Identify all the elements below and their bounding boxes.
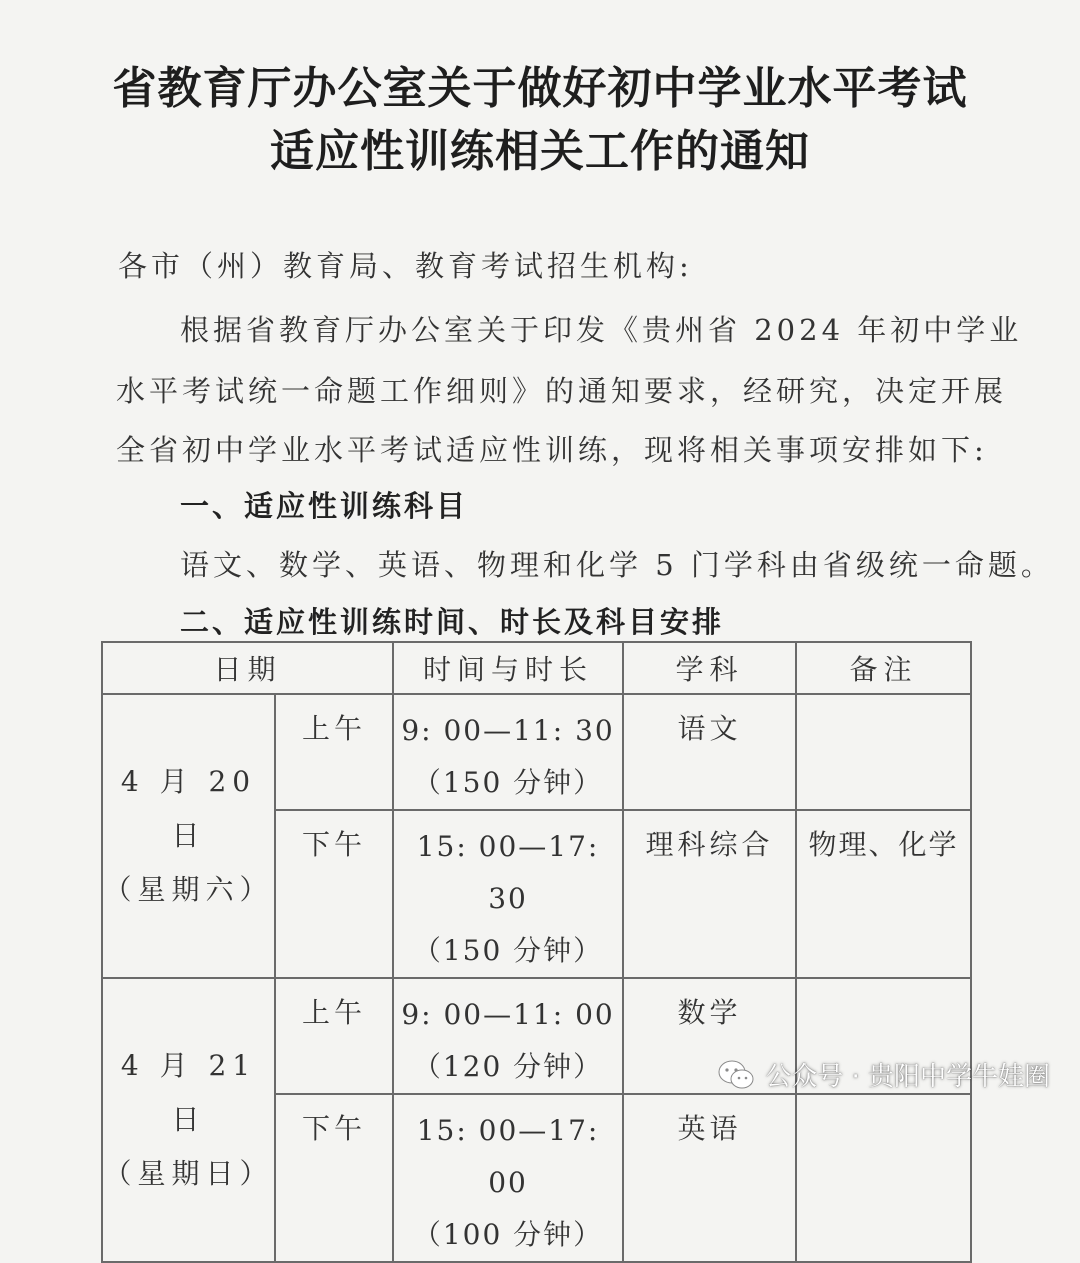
watermark-text: 公众号 · 贵阳中学牛娃圈 (765, 1062, 1050, 1092)
time-cell (393, 810, 623, 978)
time-cell (393, 694, 623, 810)
header-note: 备注 (796, 642, 971, 694)
section-1-text: 语文、数学、英语、物理和化学 5 门学科由省级统一命题。 (180, 548, 1054, 582)
subject-cell: 语文 (623, 694, 796, 810)
table-row (102, 694, 971, 810)
time-range: 9: 00—11: 30 (401, 714, 615, 747)
subject-cell: 英语 (623, 1094, 796, 1262)
duration: （120 分钟） (412, 1050, 604, 1083)
weekday-text: （星期六） (103, 873, 274, 906)
wechat-icon (717, 1059, 755, 1091)
section-1-heading: 一、适应性训练科目 (180, 489, 469, 523)
duration: （150 分钟） (412, 934, 604, 967)
date-text: 4 月 20 日 (120, 765, 257, 852)
date-text: 4 月 21 日 (120, 1049, 257, 1136)
header-date: 日期 (102, 642, 393, 694)
time-range: 9: 00—11: 00 (401, 998, 615, 1031)
document-title-line-2: 适应性训练相关工作的通知 (270, 126, 810, 177)
date-cell (102, 978, 275, 1262)
header-time: 时间与时长 (393, 642, 623, 694)
note-cell: 物理、化学 (796, 810, 971, 978)
time-cell (393, 1094, 623, 1262)
time-cell (393, 978, 623, 1094)
time-range: 15: 00—17: 30 (416, 830, 600, 915)
slot-cell: 上午 (275, 978, 393, 1094)
paragraph-line-3: 全省初中学业水平考试适应性训练，现将相关事项安排如下: (116, 433, 988, 467)
subject-cell: 理科综合 (623, 810, 796, 978)
date-cell (102, 694, 275, 978)
duration: （150 分钟） (412, 766, 604, 799)
paragraph-line-2: 水平考试统一命题工作细则》的通知要求，经研究，决定开展 (116, 374, 1008, 408)
note-cell (796, 1094, 971, 1262)
time-range: 15: 00—17: 00 (416, 1114, 600, 1199)
paragraph-line-1: 根据省教育厅办公室关于印发《贵州省 2024 年初中学业 (180, 313, 1023, 347)
slot-cell: 上午 (275, 694, 393, 810)
header-subject: 学科 (623, 642, 796, 694)
note-cell (796, 694, 971, 810)
document-title-line-1: 省教育厅办公室关于做好初中学业水平考试 (112, 63, 968, 114)
duration: （100 分钟） (412, 1218, 604, 1251)
slot-cell: 下午 (275, 810, 393, 978)
schedule-table (101, 641, 972, 1263)
section-2-heading: 二、适应性训练时间、时长及科目安排 (180, 605, 725, 639)
subject-cell: 数学 (623, 978, 796, 1094)
salutation: 各市（州）教育局、教育考试招生机构: (118, 249, 693, 283)
weekday-text: （星期日） (103, 1157, 274, 1190)
slot-cell: 下午 (275, 1094, 393, 1262)
watermark (717, 1056, 1050, 1093)
table-header-row (102, 642, 971, 694)
